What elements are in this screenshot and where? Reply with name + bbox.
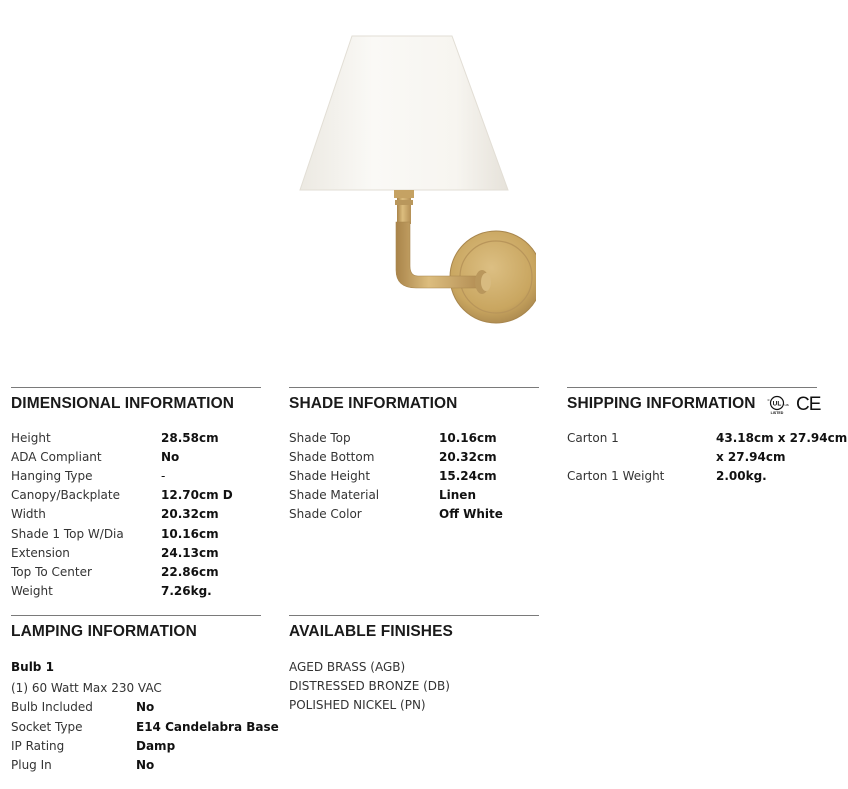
spec-label: Extension	[11, 546, 70, 560]
spec-value: 43.18cm x 27.94cm	[716, 431, 848, 445]
finish-item: AGED BRASS (AGB)	[289, 660, 406, 674]
spec-value: 22.86cm	[161, 565, 219, 579]
ul-listed-text: LISTED	[770, 411, 784, 415]
spec-value: Damp	[136, 739, 176, 753]
bulb-description: (1) 60 Watt Max 230 VAC	[11, 681, 162, 695]
section-divider	[11, 615, 261, 616]
spec-label: Shade Bottom	[289, 450, 375, 464]
spec-label: ADA Compliant	[11, 450, 102, 464]
spec-value: 12.70cm D	[161, 488, 233, 502]
spec-value: 10.16cm	[161, 527, 219, 541]
spec-label: Socket Type	[11, 720, 83, 734]
spec-label: Height	[11, 431, 51, 445]
spec-value: Linen	[439, 488, 476, 502]
spec-label: Shade Color	[289, 507, 362, 521]
spec-label: Width	[11, 507, 46, 521]
spec-value: 24.13cm	[161, 546, 219, 560]
spec-label: Canopy/Backplate	[11, 488, 120, 502]
finish-item: DISTRESSED BRONZE (DB)	[289, 679, 450, 693]
spec-label: Shade Material	[289, 488, 380, 502]
section-divider	[289, 615, 539, 616]
shade-section	[289, 387, 539, 521]
lamping-title: LAMPING INFORMATION	[11, 623, 197, 640]
product-image	[296, 30, 536, 335]
section-divider	[289, 387, 539, 388]
spec-label: Top To Center	[11, 565, 92, 579]
section-divider	[11, 387, 261, 388]
spec-value: 20.32cm	[161, 507, 219, 521]
spec-value: No	[136, 758, 155, 772]
spec-value: -	[161, 469, 166, 483]
spec-label: Carton 1	[567, 431, 619, 445]
spec-label: Shade 1 Top W/Dia	[11, 527, 124, 541]
spec-value: No	[161, 450, 180, 464]
svg-text:us: us	[784, 402, 789, 407]
svg-text:UL: UL	[772, 400, 782, 408]
spec-value: 10.16cm	[439, 431, 497, 445]
spec-value: 15.24cm	[439, 469, 497, 483]
spec-label: Shade Height	[289, 469, 371, 483]
spec-value: No	[136, 700, 155, 714]
bulb-heading: Bulb 1	[11, 660, 54, 674]
shade-title: SHADE INFORMATION	[289, 395, 458, 412]
finishes-title: AVAILABLE FINISHES	[289, 623, 453, 640]
spec-value: 2.00kg.	[716, 469, 767, 483]
spec-label: IP Rating	[11, 739, 65, 753]
spec-label: Carton 1 Weight	[567, 469, 665, 483]
spec-value: 20.32cm	[439, 450, 497, 464]
shipping-title: SHIPPING INFORMATION	[567, 395, 756, 412]
dimensional-title: DIMENSIONAL INFORMATION	[11, 395, 235, 412]
section-divider	[567, 387, 817, 388]
finishes-section	[289, 615, 539, 712]
spec-value: x 27.94cm	[716, 450, 786, 464]
ce-mark-icon: CE	[796, 394, 821, 415]
spec-label: Plug In	[11, 758, 52, 772]
spec-label: Bulb Included	[11, 700, 93, 714]
spec-label: Hanging Type	[11, 469, 93, 483]
shipping-section	[567, 387, 848, 483]
spec-value: Off White	[439, 507, 503, 521]
dimensional-section	[11, 387, 261, 598]
ul-listed-icon	[766, 395, 790, 415]
finish-item: POLISHED NICKEL (PN)	[289, 698, 426, 712]
spec-value: E14 Candelabra Base	[136, 720, 279, 734]
svg-text:c: c	[767, 397, 770, 402]
spec-label: Shade Top	[289, 431, 351, 445]
spec-label: Weight	[11, 584, 53, 598]
lamping-section	[11, 615, 279, 772]
spec-value: 28.58cm	[161, 431, 219, 445]
spec-value: 7.26kg.	[161, 584, 212, 598]
